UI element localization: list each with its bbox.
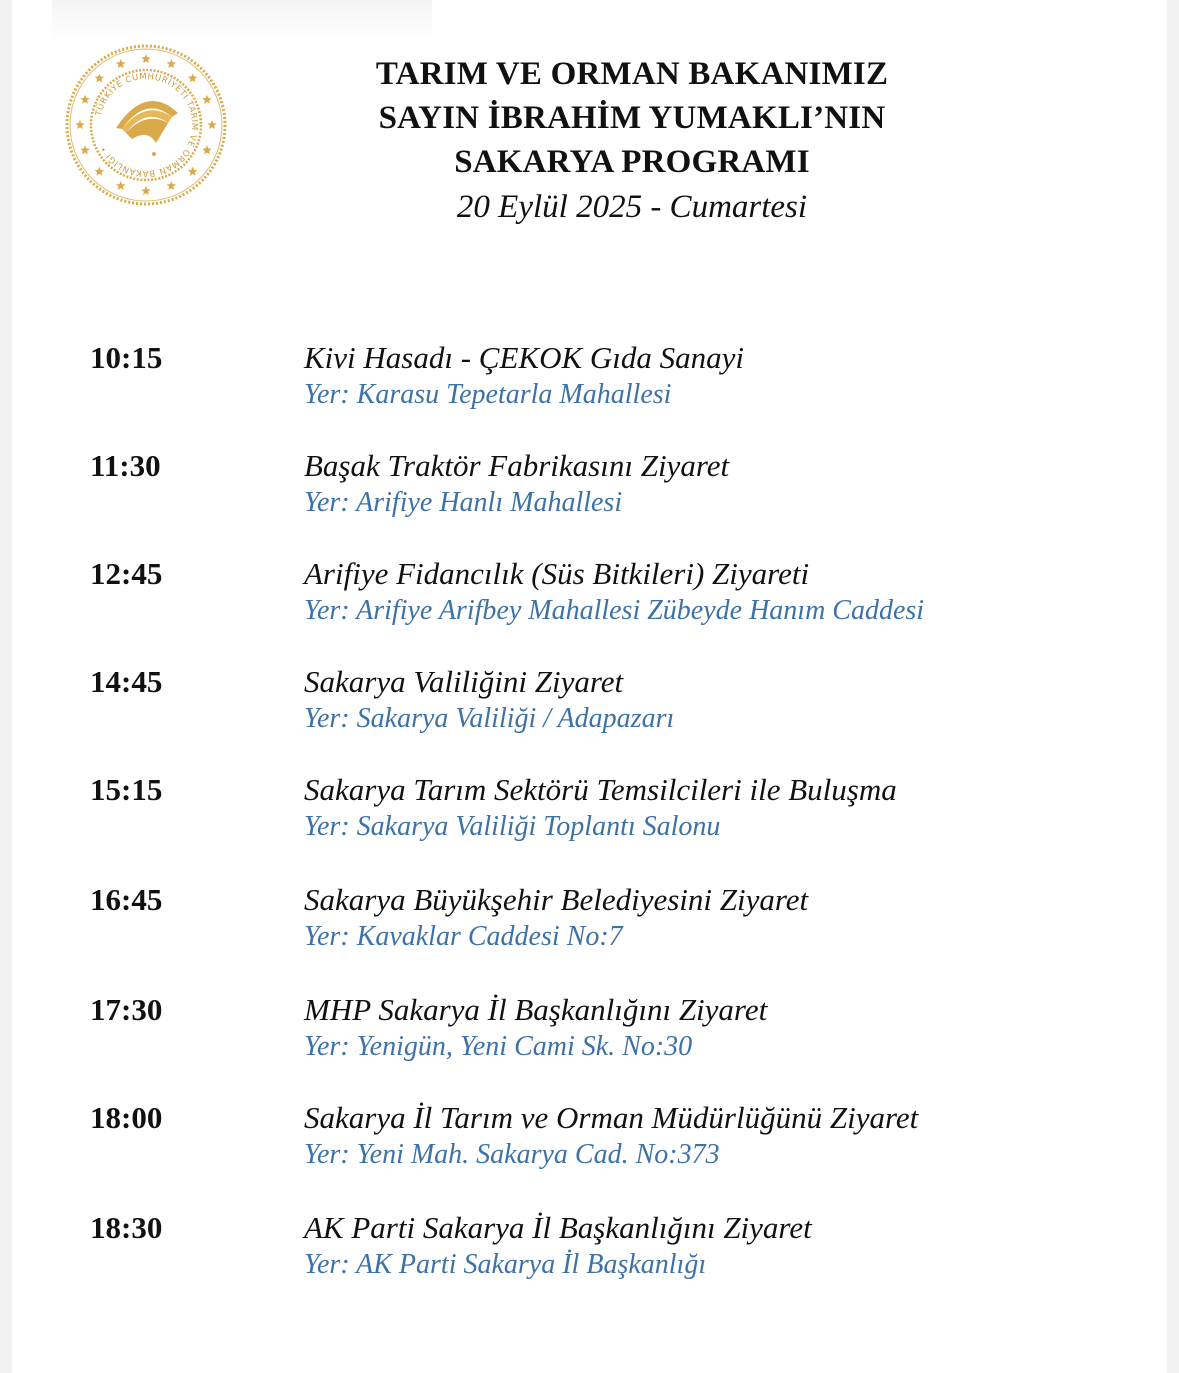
schedule-event: Sakarya Büyükşehir Belediyesini Ziyaret — [304, 882, 809, 917]
schedule-item — [12, 662, 1167, 770]
schedule-location: Yer: Sakarya Valiliği Toplantı Salonu — [304, 811, 721, 842]
schedule-event: AK Parti Sakarya İl Başkanlığını Ziyaret — [304, 1210, 812, 1245]
title-line-2: SAYIN İBRAHİM YUMAKLI’NIN — [378, 100, 886, 136]
schedule-location: Yer: Karasu Tepetarla Mahallesi — [304, 379, 672, 410]
star-icon — [116, 181, 126, 190]
schedule-location: Yer: Yenigün, Yeni Cami Sk. No:30 — [304, 1031, 693, 1062]
top-shadow — [52, 0, 432, 40]
schedule-time: 16:45 — [90, 882, 163, 917]
schedule-event: Sakarya Valiliğini Ziyaret — [304, 664, 624, 699]
schedule-item — [12, 1208, 1167, 1316]
svg-text:TÜRKİYE CUMHURİYETİ TARIM VE O: TÜRKİYE CUMHURİYETİ TARIM VE ORMAN BAKANLIĞI • — [93, 71, 200, 179]
schedule-event: Kivi Hasadı - ÇEKOK Gıda Sanayi — [304, 340, 745, 375]
schedule-location: Yer: Sakarya Valiliği / Adapazarı — [304, 703, 675, 734]
schedule-item — [12, 446, 1167, 554]
title-line-1: TARIM VE ORMAN BAKANIMIZ — [375, 56, 889, 92]
star-icon — [75, 120, 85, 129]
schedule-time: 18:00 — [90, 1100, 163, 1135]
schedule-event: Arifiye Fidancılık (Süs Bitkileri) Ziyareti — [304, 556, 810, 591]
star-icon — [202, 145, 212, 154]
star-icon — [188, 73, 198, 82]
star-icon — [141, 186, 151, 195]
schedule-location: Yer: AK Parti Sakarya İl Başkanlığı — [304, 1249, 707, 1280]
schedule-time: 15:15 — [90, 772, 163, 807]
star-icon — [207, 120, 217, 129]
schedule-item — [12, 990, 1167, 1098]
schedule-event: Sakarya Tarım Sektörü Temsilcileri ile Buluşma — [304, 772, 897, 807]
star-icon — [167, 181, 177, 190]
schedule-list — [12, 338, 1167, 1316]
schedule-location: Yer: Kavaklar Caddesi No:7 — [304, 921, 623, 952]
ministry-seal-icon — [64, 43, 228, 207]
schedule-event: MHP Sakarya İl Başkanlığını Ziyaret — [304, 992, 768, 1027]
schedule-location: Yer: Yeni Mah. Sakarya Cad. No:373 — [304, 1139, 720, 1170]
star-icon — [167, 59, 177, 68]
schedule-event: Sakarya İl Tarım ve Orman Müdürlüğünü Ziyaret — [304, 1100, 919, 1135]
star-icon — [116, 59, 126, 68]
document-page — [12, 0, 1167, 1373]
program-date: 20 Eylül 2025 - Cumartesi — [456, 189, 808, 225]
schedule-location: Yer: Arifiye Hanlı Mahallesi — [304, 487, 623, 518]
schedule-time: 14:45 — [90, 664, 163, 699]
schedule-time: 10:15 — [90, 340, 163, 375]
schedule-time: 11:30 — [90, 448, 161, 483]
schedule-item — [12, 880, 1167, 990]
star-icon — [80, 95, 90, 104]
title-line-3: SAKARYA PROGRAMI — [454, 144, 810, 180]
star-icon — [95, 167, 105, 176]
schedule-time: 12:45 — [90, 556, 163, 591]
schedule-item — [12, 554, 1167, 662]
star-icon — [188, 167, 198, 176]
schedule-time: 17:30 — [90, 992, 163, 1027]
star-icon — [80, 145, 90, 154]
schedule-item — [12, 1098, 1167, 1208]
schedule-item — [12, 338, 1167, 446]
schedule-item — [12, 770, 1167, 880]
document-header — [342, 52, 922, 230]
star-icon — [141, 54, 151, 63]
schedule-event: Başak Traktör Fabrikasını Ziyaret — [304, 448, 730, 483]
schedule-time: 18:30 — [90, 1210, 163, 1245]
schedule-location: Yer: Arifiye Arifbey Mahallesi Zübeyde Hanım Caddesi — [304, 595, 925, 626]
star-icon — [95, 73, 105, 82]
star-icon — [202, 95, 212, 104]
